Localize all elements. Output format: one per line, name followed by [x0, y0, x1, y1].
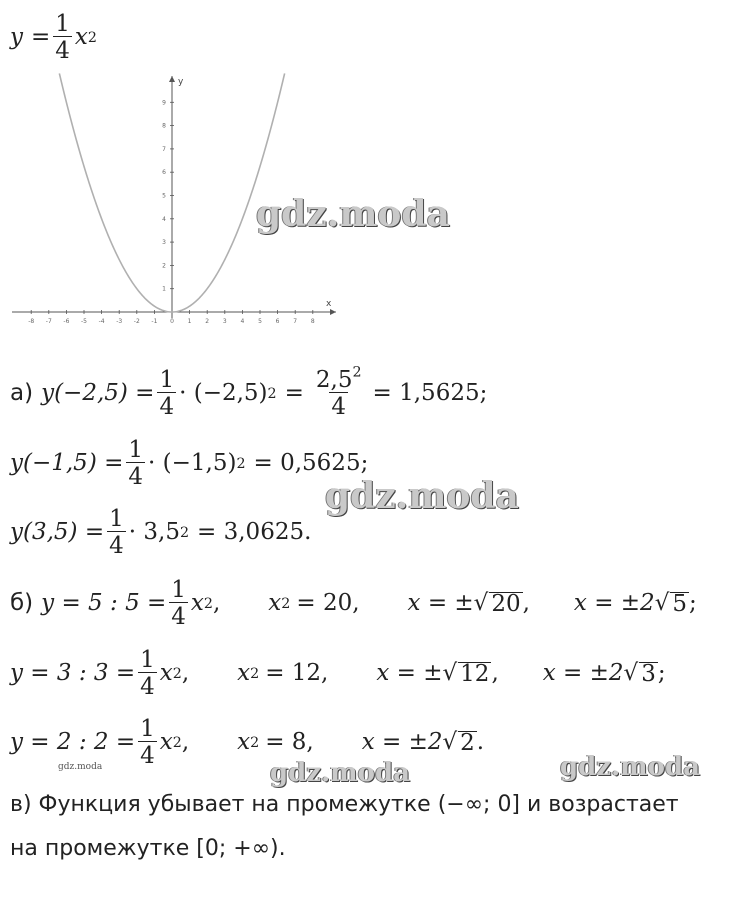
- part-b-label: б): [10, 590, 34, 617]
- y-axis-label: y: [178, 77, 184, 87]
- a1-den: 4: [159, 394, 175, 421]
- y-tick-label: 6: [162, 169, 166, 177]
- b2-comma: ,: [181, 660, 190, 687]
- b3-comma: ,: [181, 729, 190, 756]
- radical-sign: √: [623, 659, 639, 686]
- a1-mid: · (−2,5): [179, 380, 268, 407]
- b1-num: 1: [171, 577, 186, 603]
- title-y: y: [10, 24, 23, 51]
- a3-result: = 3,0625.: [197, 519, 312, 546]
- part-a-line-1: а) y(−2,5) = $\frac{1}{4}$ · (−2,5) 2 = $\frac{2,5^2}{4}$ = 1,5625;: [10, 364, 488, 421]
- a2-num: 1: [128, 437, 144, 463]
- watermark-4: gdz.moda: [560, 752, 701, 782]
- x-tick-label: 3: [222, 318, 227, 325]
- b2-eq3-comma: ,: [491, 660, 499, 687]
- watermark-2: gdz.moda: [325, 475, 519, 517]
- x-tick-label: 7: [293, 318, 298, 325]
- radical-sign: √: [442, 659, 458, 686]
- b2-eq2-x: x: [237, 660, 251, 687]
- radical-sign: √: [473, 589, 489, 616]
- b1-den: 4: [171, 604, 186, 631]
- b1-eq3-comma: ,: [522, 590, 530, 617]
- part-a-line-3: y(3,5) = $\frac{1}{4}$ · 3,5 2 = 3,0625.: [10, 506, 312, 560]
- b2-eq2-rhs: = 12,: [265, 660, 329, 687]
- b3-eq3: x = ±2: [361, 729, 443, 756]
- b1-eq2-x: x: [268, 590, 282, 617]
- radical-sign: √: [654, 589, 670, 616]
- x-tick-label: -2: [133, 318, 140, 325]
- b3-den: 4: [140, 743, 155, 770]
- a3-lhs: y(3,5) =: [10, 519, 105, 546]
- a3-mid: · 3,5: [128, 519, 180, 546]
- b2-den: 4: [140, 674, 155, 701]
- x-tick-label: 2: [205, 318, 210, 325]
- b2-x: x: [159, 660, 173, 687]
- x-tick-label: 6: [275, 318, 280, 325]
- x-tick-label: -1: [151, 318, 158, 325]
- x-tick-label: -3: [116, 318, 123, 325]
- y-tick-label: 5: [162, 192, 166, 200]
- b3-rad1: 2: [460, 729, 475, 756]
- b1-rad2: 5: [672, 590, 687, 617]
- b1-rad1: 20: [491, 590, 521, 617]
- watermark-small: gdz.moda: [58, 762, 103, 772]
- a1-num: 1: [159, 367, 175, 393]
- b1-eq2-rhs: = 20,: [296, 590, 360, 617]
- y-tick-label: 9: [162, 99, 166, 107]
- x-tick-label: -5: [81, 318, 87, 325]
- b3-num: 1: [140, 716, 155, 742]
- a2-result: = 0,5625;: [253, 450, 369, 477]
- a1-frac-den: 4: [331, 394, 347, 421]
- b1-sqrt-2: [654, 589, 689, 617]
- part-a-label: а): [10, 380, 34, 407]
- a2-den: 4: [128, 464, 144, 491]
- a1-result: = 1,5625;: [372, 380, 488, 407]
- y-tick-label: 4: [162, 215, 166, 223]
- a1-eq: =: [284, 380, 304, 407]
- part-v-line-1: в) Функция убывает на промежутке (−∞; 0] и возрастает: [10, 792, 679, 817]
- b2-eq3: x = ±: [376, 660, 443, 687]
- b3-eq2-rhs: = 8,: [265, 729, 314, 756]
- x-tick-label: 1: [187, 318, 192, 325]
- b2-sqrt-2: [623, 659, 658, 687]
- b1-lhs: y = 5 : 5 =: [41, 590, 167, 617]
- y-tick-label: 8: [162, 122, 166, 130]
- b3-x: x: [159, 729, 173, 756]
- b1-eq3: x = ±: [407, 590, 474, 617]
- watermark-3: gdz.moda: [270, 758, 411, 788]
- b3-end: .: [476, 729, 485, 756]
- title-x: x: [74, 24, 88, 51]
- watermark-1: gdz.moda: [256, 193, 450, 235]
- y-tick-label: 1: [162, 285, 166, 293]
- b1-end: ;: [689, 590, 697, 617]
- a2-mid: · (−1,5): [148, 450, 237, 477]
- a3-den: 4: [109, 533, 124, 560]
- b3-lhs: y = 2 : 2 =: [10, 729, 136, 756]
- b2-end: ;: [657, 660, 666, 687]
- x-axis-label: x: [326, 299, 332, 309]
- title-fraction: [53, 12, 72, 63]
- x-tick-label: -8: [28, 318, 35, 325]
- title-formula: y = $\frac{1}{4}$ x 2: [10, 11, 97, 65]
- radical-sign: √: [442, 728, 458, 755]
- a3-num: 1: [109, 506, 124, 532]
- x-tick-label: 0: [170, 318, 174, 325]
- a1-lhs: y(−2,5) =: [41, 380, 155, 407]
- b2-rad2: 3: [641, 660, 656, 687]
- b2-rad1: 12: [460, 660, 490, 687]
- b1-comma: ,: [212, 590, 221, 617]
- x-tick-label: -6: [63, 318, 70, 325]
- a1-frac-exp: 2: [352, 364, 362, 381]
- x-tick-label: 4: [240, 318, 245, 325]
- part-a-line-2: y(−1,5) = $\frac{1}{4}$ · (−1,5) 2 = 0,5625;: [10, 437, 369, 491]
- part-v-line-2: на промежутке [0; +∞).: [10, 836, 286, 861]
- y-tick-label: 3: [162, 239, 166, 247]
- y-tick-label: 2: [162, 262, 166, 270]
- x-tick-label: 5: [258, 318, 262, 325]
- b3-sqrt: [442, 728, 477, 756]
- x-axis-arrow: [330, 309, 336, 315]
- b1-x: x: [190, 590, 204, 617]
- b3-eq2-x: x: [237, 729, 251, 756]
- y-tick-label: 7: [162, 145, 166, 153]
- part-b-line-1: б) y = 5 : 5 = $\frac{1}{4}$ x 2 , x 2 = 20, x = ± √ 20 , x = ±2 √ 5 ;: [10, 577, 697, 631]
- b2-sqrt-1: [442, 659, 492, 687]
- b2-num: 1: [140, 647, 155, 673]
- part-b-line-3: y = 2 : 2 = $\frac{1}{4}$ x 2 , x 2 = 8, x = ±2 √ 2 .: [10, 716, 485, 770]
- part-b-line-2: y = 3 : 3 = $\frac{1}{4}$ x 2 , x 2 = 12, x = ± √ 12 , x = ±2 √ 3 ;: [10, 647, 666, 701]
- a2-lhs: y(−1,5) =: [10, 450, 124, 477]
- b1-sqrt-1: [473, 589, 523, 617]
- y-axis-arrow: [169, 76, 175, 82]
- x-tick-label: 8: [310, 318, 315, 325]
- b1-eq4: x = ±2: [573, 590, 655, 617]
- x-tick-label: -4: [98, 318, 105, 325]
- b2-eq4: x = ±2: [542, 660, 624, 687]
- title-frac-den: 4: [55, 38, 70, 65]
- b2-lhs: y = 3 : 3 =: [10, 660, 136, 687]
- x-tick-label: -7: [45, 318, 52, 325]
- a1-frac-num: 2,5: [315, 367, 353, 393]
- title-frac-num: 1: [55, 11, 70, 37]
